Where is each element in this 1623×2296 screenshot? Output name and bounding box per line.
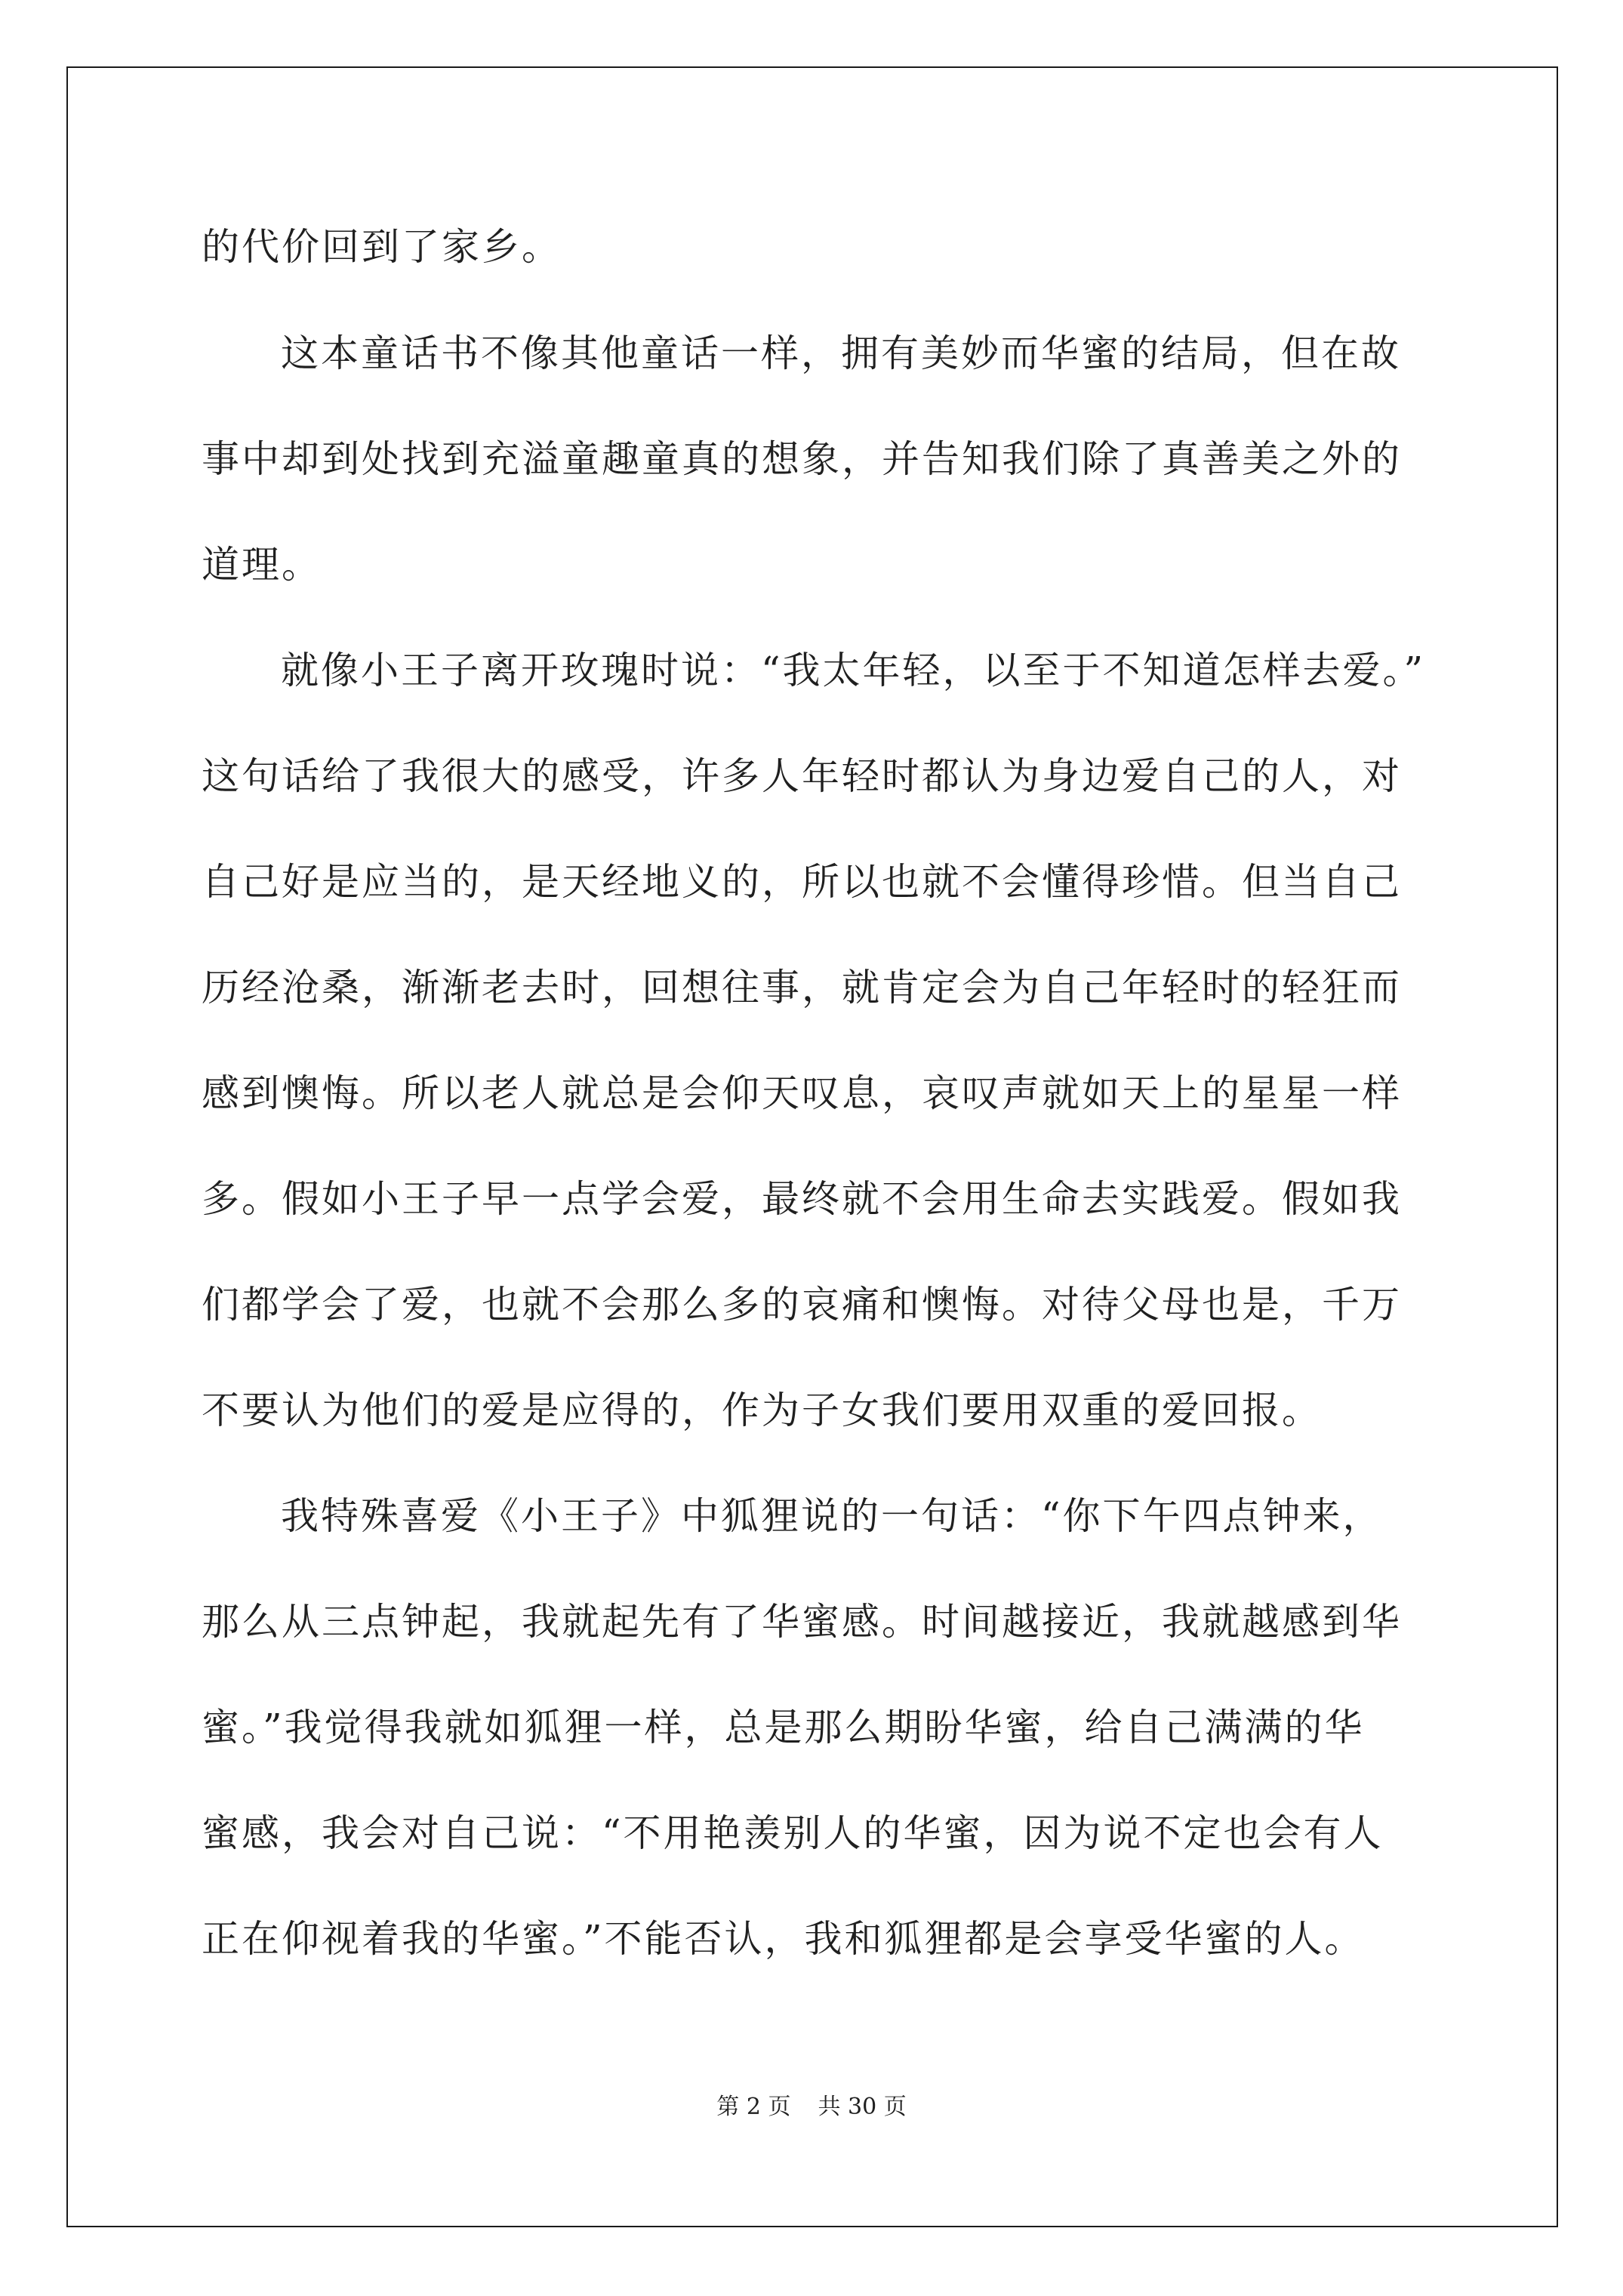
text-line: 事中却到处找到充溢童趣童真的想象，并告知我们除了真善美之外的 <box>202 437 1402 481</box>
text-line: 自己好是应当的，是天经地义的，所以也就不会懂得珍惜。但当自己 <box>202 860 1402 904</box>
text-line: 就像小王子离开玫瑰时说：“我太年轻，以至于不知道怎样去爱。” <box>281 649 1426 692</box>
text-line: 蜜感，我会对自己说：“不用艳羡别人的华蜜，因为说不定也会有人 <box>202 1811 1384 1855</box>
text-line: 们都学会了爱，也就不会那么多的哀痛和懊悔。对待父母也是，千万 <box>202 1283 1402 1327</box>
text-line: 蜜。”我觉得我就如狐狸一样，总是那么期盼华蜜，给自己满满的华 <box>202 1706 1365 1749</box>
text-line: 历经沧桑，渐渐老去时，回想往事，就肯定会为自己年轻时的轻狂而 <box>202 966 1402 1009</box>
text-line: 的代价回到了家乡。 <box>202 225 562 269</box>
text-line: 我特殊喜爱《小王子》中狐狸说的一句话：“你下午四点钟来， <box>281 1494 1383 1538</box>
text-line: 这本童话书不像其他童话一样，拥有美妙而华蜜的结局，但在故 <box>281 331 1401 375</box>
text-line: 道理。 <box>202 543 322 587</box>
text-line: 正在仰视着我的华蜜。”不能否认，我和狐狸都是会享受华蜜的人。 <box>202 1917 1365 1961</box>
page-total: 共 30 页 <box>818 2094 907 2120</box>
text-line: 那么从三点钟起，我就起先有了华蜜感。时间越接近，我就越感到华 <box>202 1600 1402 1644</box>
text-line: 感到懊悔。所以老人就总是会仰天叹息，哀叹声就如天上的星星一样 <box>202 1071 1402 1115</box>
page-border <box>66 66 1558 2227</box>
text-line: 不要认为他们的爱是应得的，作为子女我们要用双重的爱回报。 <box>202 1388 1322 1432</box>
page-number: 第 2 页 <box>716 2094 791 2120</box>
page-footer <box>0 2092 1623 2122</box>
text-line: 这句话给了我很大的感受，许多人年轻时都认为身边爱自己的人，对 <box>202 754 1402 798</box>
text-line: 多。假如小王子早一点学会爱，最终就不会用生命去实践爱。假如我 <box>202 1177 1402 1221</box>
